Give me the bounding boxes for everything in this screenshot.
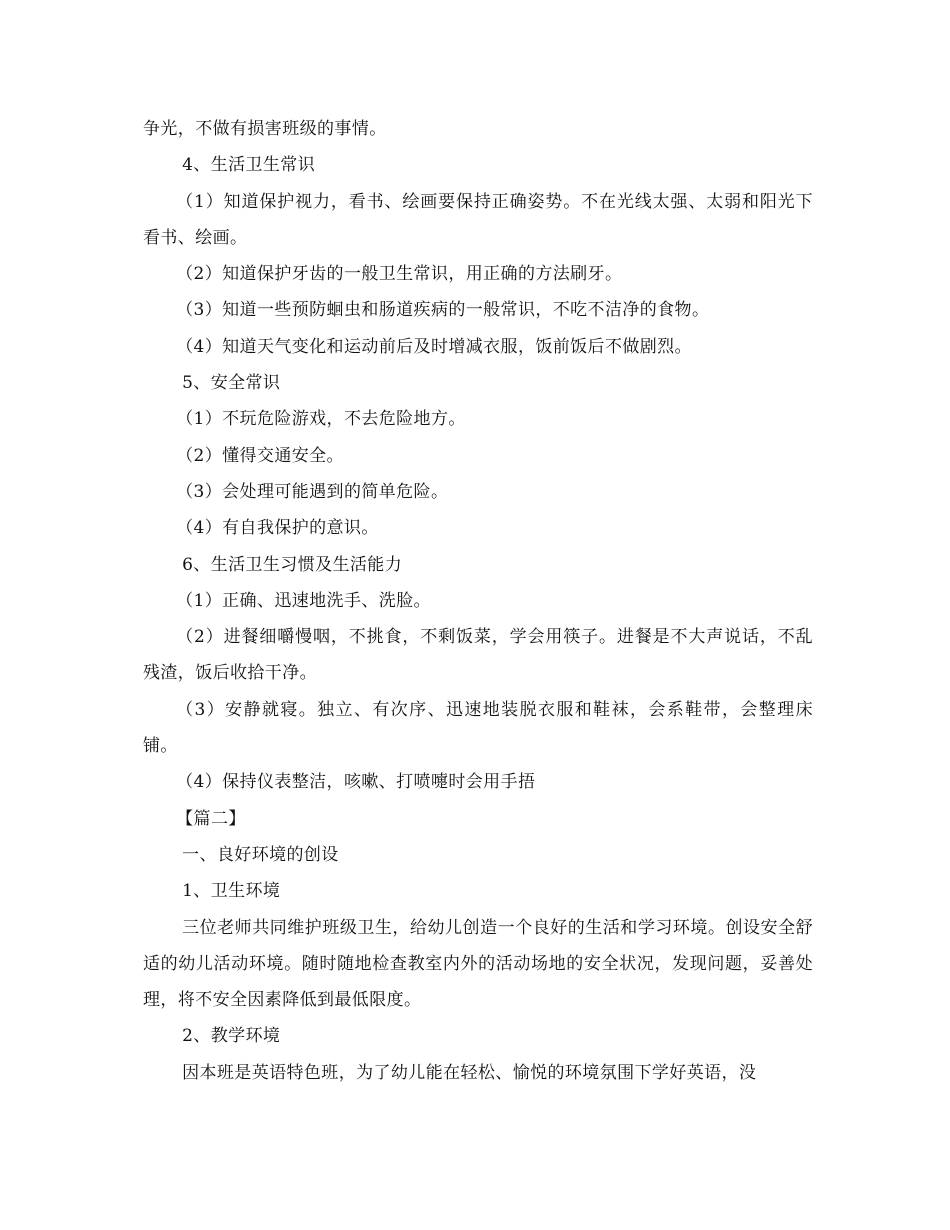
section-heading-4: 4、生活卫生常识	[182, 155, 316, 176]
body-paragraph: 三位老师共同维护班级卫生，给幼儿创造一个良好的生活和学习环境。创设安全舒适的幼儿活动环境。随时随地检查教室内外的活动场地的安全状况，发现问题，妥善处理，将不安全因素降低到最低限度。	[143, 917, 813, 1011]
list-item: （2）懂得交通安全。	[176, 445, 344, 466]
paragraph-1: 争光，不做有损害班级的事情。	[143, 119, 387, 139]
sub-heading-teaching-environment: 2、教学环境	[182, 1026, 281, 1047]
list-item: （2）进餐细嚼慢咽，不挑食，不剩饭菜，学会用筷子。进餐是不大声说话，不乱残渣，饭后收拾干净。	[143, 627, 813, 684]
body-paragraph: 因本班是英语特色班，为了幼儿能在轻松、愉悦的环境氛围下学好英语，没	[182, 1062, 757, 1083]
list-item: （3）会处理可能遇到的简单危险。	[176, 481, 449, 502]
section-heading-5: 5、安全常识	[182, 373, 281, 394]
sub-heading-hygiene-environment: 1、卫生环境	[182, 881, 281, 902]
list-item: （3）安静就寝。独立、有次序、迅速地装脱衣服和鞋袜，会系鞋带，会整理床铺。	[143, 699, 813, 757]
list-item: （1）知道保护视力，看书、绘画要保持正确姿势。不在光线太强、太弱和阳光下看书、绘画。	[143, 191, 813, 248]
list-item: （1）不玩危险游戏，不去危险地方。	[176, 409, 466, 430]
list-item: （3）知道一些预防蛔虫和肠道疾病的一般常识，不吃不洁净的食物。	[176, 300, 710, 321]
chapter-heading: 一、良好环境的创设	[182, 844, 339, 865]
document-body	[143, 111, 813, 1091]
section-heading-6: 6、生活卫生习惯及生活能力	[182, 554, 403, 575]
list-item: （2）知道保护牙齿的一般卫生常识，用正确的方法刷牙。	[176, 264, 623, 285]
part-heading: 【篇二】	[176, 808, 246, 829]
list-item: （4）知道天气变化和运动前后及时增减衣服，饭前饭后不做剧烈。	[176, 336, 692, 357]
list-item: （4）保持仪表整洁，咳嗽、打喷嚏时会用手捂	[176, 772, 536, 793]
list-item: （1）正确、迅速地洗手、洗脸。	[176, 590, 431, 611]
list-item: （4）有自我保护的意识。	[176, 518, 379, 539]
